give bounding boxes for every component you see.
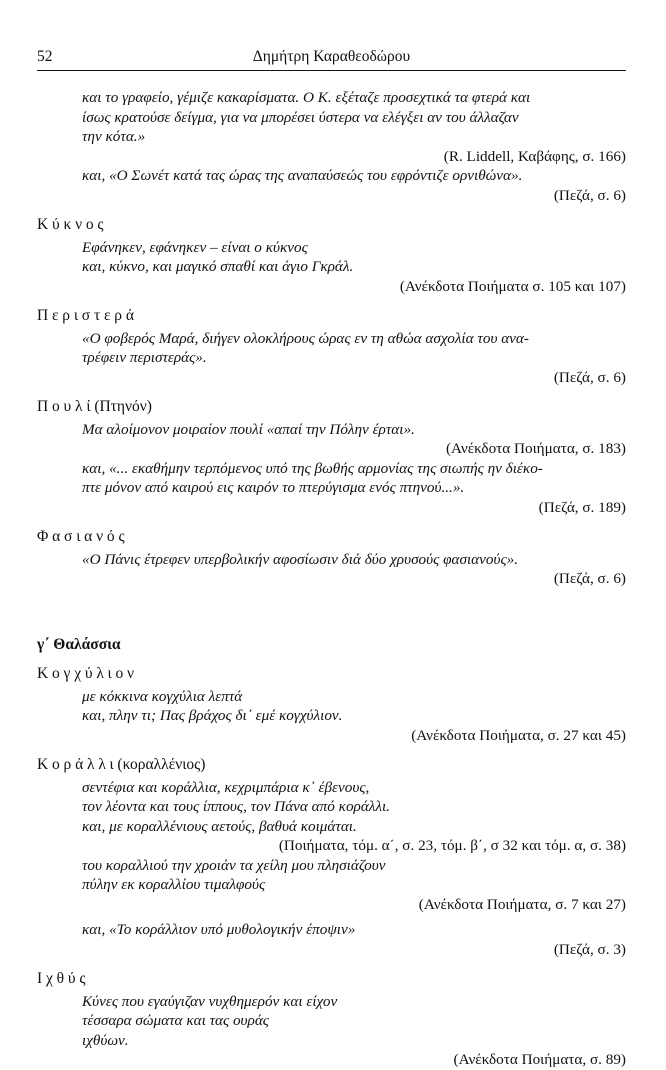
source-citation: (Ανέκδοτα Ποιήματα, σ. 27 και 45)	[411, 726, 626, 744]
source-citation: (Ανέκδοτα Ποιήματα σ. 105 και 107)	[399, 277, 626, 295]
source-citation: (Πεζά, σ. 6)	[553, 186, 626, 204]
text-line: Μα αλοίμονον μοιραίον πουλί «απαί την Πόλην έρται».	[82, 420, 415, 438]
intro-quote	[37, 88, 626, 147]
text-line: και το γραφείο, γέμιζε κακαρίσματα. Ο Κ. εξέταζε προσεχτικά τα φτερά και	[82, 89, 531, 106]
entry-heading-fasianos: Φασιανός	[37, 528, 129, 545]
text-line: Εφάνηκεν, εφάνηκεν – είναι ο κύκνος	[82, 238, 308, 256]
entry-word: Κοράλλι	[37, 756, 118, 773]
entry-heading-ichthys: Ιχθύς	[37, 970, 90, 987]
source-citation: (Πεζά, σ. 3)	[553, 940, 626, 958]
source-citation: (Ποιήματα, τόμ. α΄, σ. 23, τόμ. β΄, σ 32 και τόμ. α, σ. 38)	[278, 837, 626, 854]
text-line: ίσως κρατούσε δείγμα, για να μπορέσει ύστερα να ελέγξει αν του άλλαζαν	[82, 108, 519, 126]
page-body	[37, 88, 626, 1070]
entry-heading-kogchylion: Κογχύλιον	[37, 665, 138, 682]
source-citation: (Πεζά, σ. 189)	[538, 498, 626, 516]
entry-note: (Πτηνόν)	[94, 398, 152, 415]
text-line: «Ο φοβερός Μαρά, διήγεν ολοκλήρους ώρας εν τη αθώα ασχολία του ανα-	[82, 329, 529, 347]
text-line: και, «Ο Σωνέτ κατά τας ώρας της αναπαύσεώς του εφρόντιζε ορνιθώνα».	[82, 167, 523, 184]
entry-note: (κοραλλένιος)	[117, 756, 206, 773]
text-line: Κύνες που εγαύγιζαν νυχθημερόν και είχον	[82, 992, 338, 1010]
text-line: και, κύκνο, και μαγικό σπαθί και άγιο Γκράλ.	[82, 258, 354, 275]
text-line: την κότα.»	[82, 128, 146, 145]
text-line: σεντέφια και κοράλλια, κεχριμπάρια κ᾽ έβενους,	[82, 778, 370, 796]
source-citation: (R. Liddell, Καβάφης, σ. 166)	[443, 147, 626, 165]
entry-heading-korali	[37, 755, 626, 775]
text-line: και, «... εκαθήμην τερπόμενος υπό της βωθής αρμονίας της σιωπής ην διέκο-	[82, 459, 543, 477]
source-citation: (Ανέκδοτα Ποιήματα, σ. 7 και 27)	[418, 895, 626, 913]
text-line: τρέφειν περιστεράς».	[82, 349, 207, 366]
text-line: και, με κοραλλένιους αετούς, βαθυά κοιμάται.	[82, 817, 357, 835]
source-citation: (Πεζά, σ. 6)	[553, 570, 626, 587]
text-line: του κοραλλιού την χροιάν τα χείλη μου πλησιάζουν	[82, 856, 386, 874]
section-title: γ΄ Θαλάσσια	[37, 635, 121, 653]
page-header	[37, 48, 626, 71]
text-line: και, πλην τι; Πας βράχος δι᾽ εμέ κογχύλιον.	[82, 707, 343, 724]
text-line: και, «Το κοράλλιον υπό μυθολογικήν έποψιν»	[82, 921, 356, 938]
text-line: «Ο Πάνις έτρεφεν υπερβολικήν αφοσίωσιν διά δύο χρυσούς φασιανούς».	[82, 550, 518, 568]
text-line: τον λέοντα και τους ίππους, τον Πάνα από κοράλλι.	[82, 798, 390, 815]
text-line: ιχθύων.	[82, 1031, 129, 1049]
source-citation: (Ανέκδοτα Ποιήματα, σ. 183)	[445, 440, 626, 457]
running-title: Δημήτρη Καραθεοδώρου	[252, 48, 411, 65]
entry-word: Πουλί	[37, 398, 95, 415]
entry-heading-pouli	[37, 397, 626, 417]
source-citation: (Ανέκδοτα Ποιήματα, σ. 89)	[453, 1051, 626, 1068]
source-citation: (Πεζά, σ. 6)	[553, 368, 626, 386]
text-line: με κόκκινα κογχύλια λεπτά	[82, 687, 243, 705]
text-line: πύλην εκ κοραλλίου τιμαλφούς	[82, 876, 266, 893]
entry-heading-kyknos: Κύκνος	[37, 216, 108, 233]
page-number: 52	[37, 48, 53, 65]
text-line: τέσσαρα σώματα και τας ουράς	[82, 1012, 269, 1029]
text-line: πτε μόνον από καιρού εις καιρόν το πτερύγισμα ενός πτηνού...».	[82, 479, 465, 496]
entry-heading-peristera: Περιστερά	[37, 307, 138, 324]
